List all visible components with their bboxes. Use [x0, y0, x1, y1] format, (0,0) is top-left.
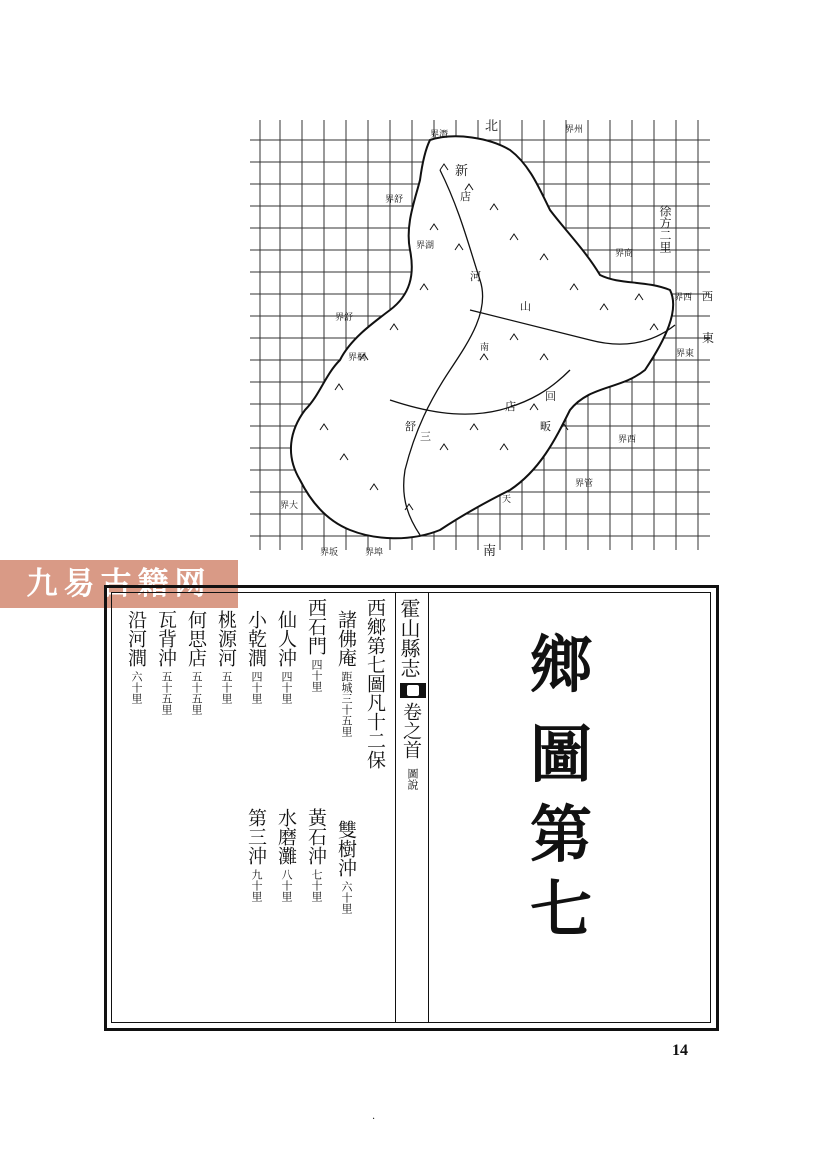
place-distance: 五十五里 [190, 671, 203, 715]
map-label: 界西 [674, 293, 693, 303]
place-name: 第三沖 [245, 808, 267, 865]
seal-title-char: 鄉 [530, 628, 593, 701]
map-label: 界管 [575, 479, 594, 489]
map-label: 河 [470, 270, 481, 283]
place-distance: 五十五里 [160, 671, 173, 715]
seal-title-char: 七 [530, 873, 593, 946]
section-title: 圖說 [406, 768, 419, 790]
place-distance: 四十里 [250, 671, 263, 704]
map-label: 界大 [280, 501, 299, 511]
map-label: 新 [455, 164, 469, 179]
region-boundary [291, 136, 673, 538]
list-item [336, 820, 355, 914]
place-name: 仙人沖 [275, 610, 297, 667]
place-name: 諸佛庵 [335, 610, 357, 667]
list-item [246, 610, 265, 704]
place-distance: 六十里 [130, 671, 143, 704]
place-name: 沿河澗 [125, 610, 147, 667]
map-label: 畈 [540, 420, 551, 433]
place-name: 何思店 [185, 610, 207, 667]
map-label: 徐方二里 [658, 205, 672, 253]
map-label: 店 [460, 190, 471, 203]
list-item [186, 610, 205, 715]
section-heading: 西鄉第七圖凡十二保 [364, 598, 386, 769]
map-label: 界州 [565, 125, 584, 135]
compass-south: 南 [483, 544, 497, 559]
list-item [276, 610, 295, 704]
watermark-banner: 九易古籍网 [0, 560, 238, 608]
list-item [336, 610, 355, 737]
book-title: 霍山縣志 [397, 598, 421, 678]
place-name: 雙樹沖 [335, 820, 357, 877]
map-label: 回 [545, 390, 556, 403]
chapter-title: 卷之首 [400, 702, 422, 759]
place-name: 水磨灘 [275, 808, 297, 865]
map-label: 界舒 [385, 195, 404, 205]
map-label: 界舒 [335, 313, 354, 323]
place-distance: 七十里 [310, 869, 323, 902]
compass-north: 北 [485, 119, 499, 134]
place-name: 小乾澗 [245, 610, 267, 667]
place-name: 黃石沖 [305, 808, 327, 865]
map-label: 店 [505, 400, 516, 413]
place-distance: 四十里 [310, 659, 323, 692]
list-item [306, 598, 325, 692]
compass-west: 西 [702, 290, 713, 303]
place-distance: 四十里 [280, 671, 293, 704]
place-distance: 五十里 [220, 671, 233, 704]
place-name: 西石門 [305, 598, 327, 655]
map-label: 界湖 [416, 241, 435, 251]
list-item [216, 610, 235, 704]
map-label: 界西 [618, 435, 637, 445]
list-item [126, 610, 145, 704]
place-distance: 八十里 [280, 869, 293, 902]
list-item [246, 808, 265, 902]
place-distance: 九十里 [250, 869, 263, 902]
map-label: 南 [480, 343, 490, 353]
place-distance: 距城三十五里 [340, 671, 353, 737]
place-distance: 六十里 [340, 881, 353, 914]
list-item [306, 808, 325, 902]
map-label: 界埠 [365, 548, 384, 558]
seal-title-char: 第 [530, 798, 593, 871]
list-item [276, 808, 295, 902]
map-label: 界潛 [430, 130, 449, 140]
map-label: 舒 [405, 420, 416, 433]
map-label: 界桐 [348, 353, 367, 363]
map-label: 天 [502, 495, 512, 505]
map-label: 界東 [676, 349, 695, 359]
map-label: 界商 [615, 249, 634, 259]
footer-mark: . [372, 1111, 376, 1122]
compass-east: 東 [702, 331, 715, 345]
map-label: 三 [420, 430, 431, 443]
page-number: 14 [672, 1042, 688, 1059]
seal-title-char: 圖 [530, 718, 593, 791]
map-label: 山 [520, 300, 531, 313]
list-item [156, 610, 175, 715]
township-map [240, 110, 718, 560]
map-label: 界坂 [320, 548, 339, 558]
place-name: 瓦背沖 [155, 610, 177, 667]
column-rule [395, 592, 396, 1023]
place-name: 桃源河 [215, 610, 237, 667]
column-rule [428, 592, 429, 1023]
